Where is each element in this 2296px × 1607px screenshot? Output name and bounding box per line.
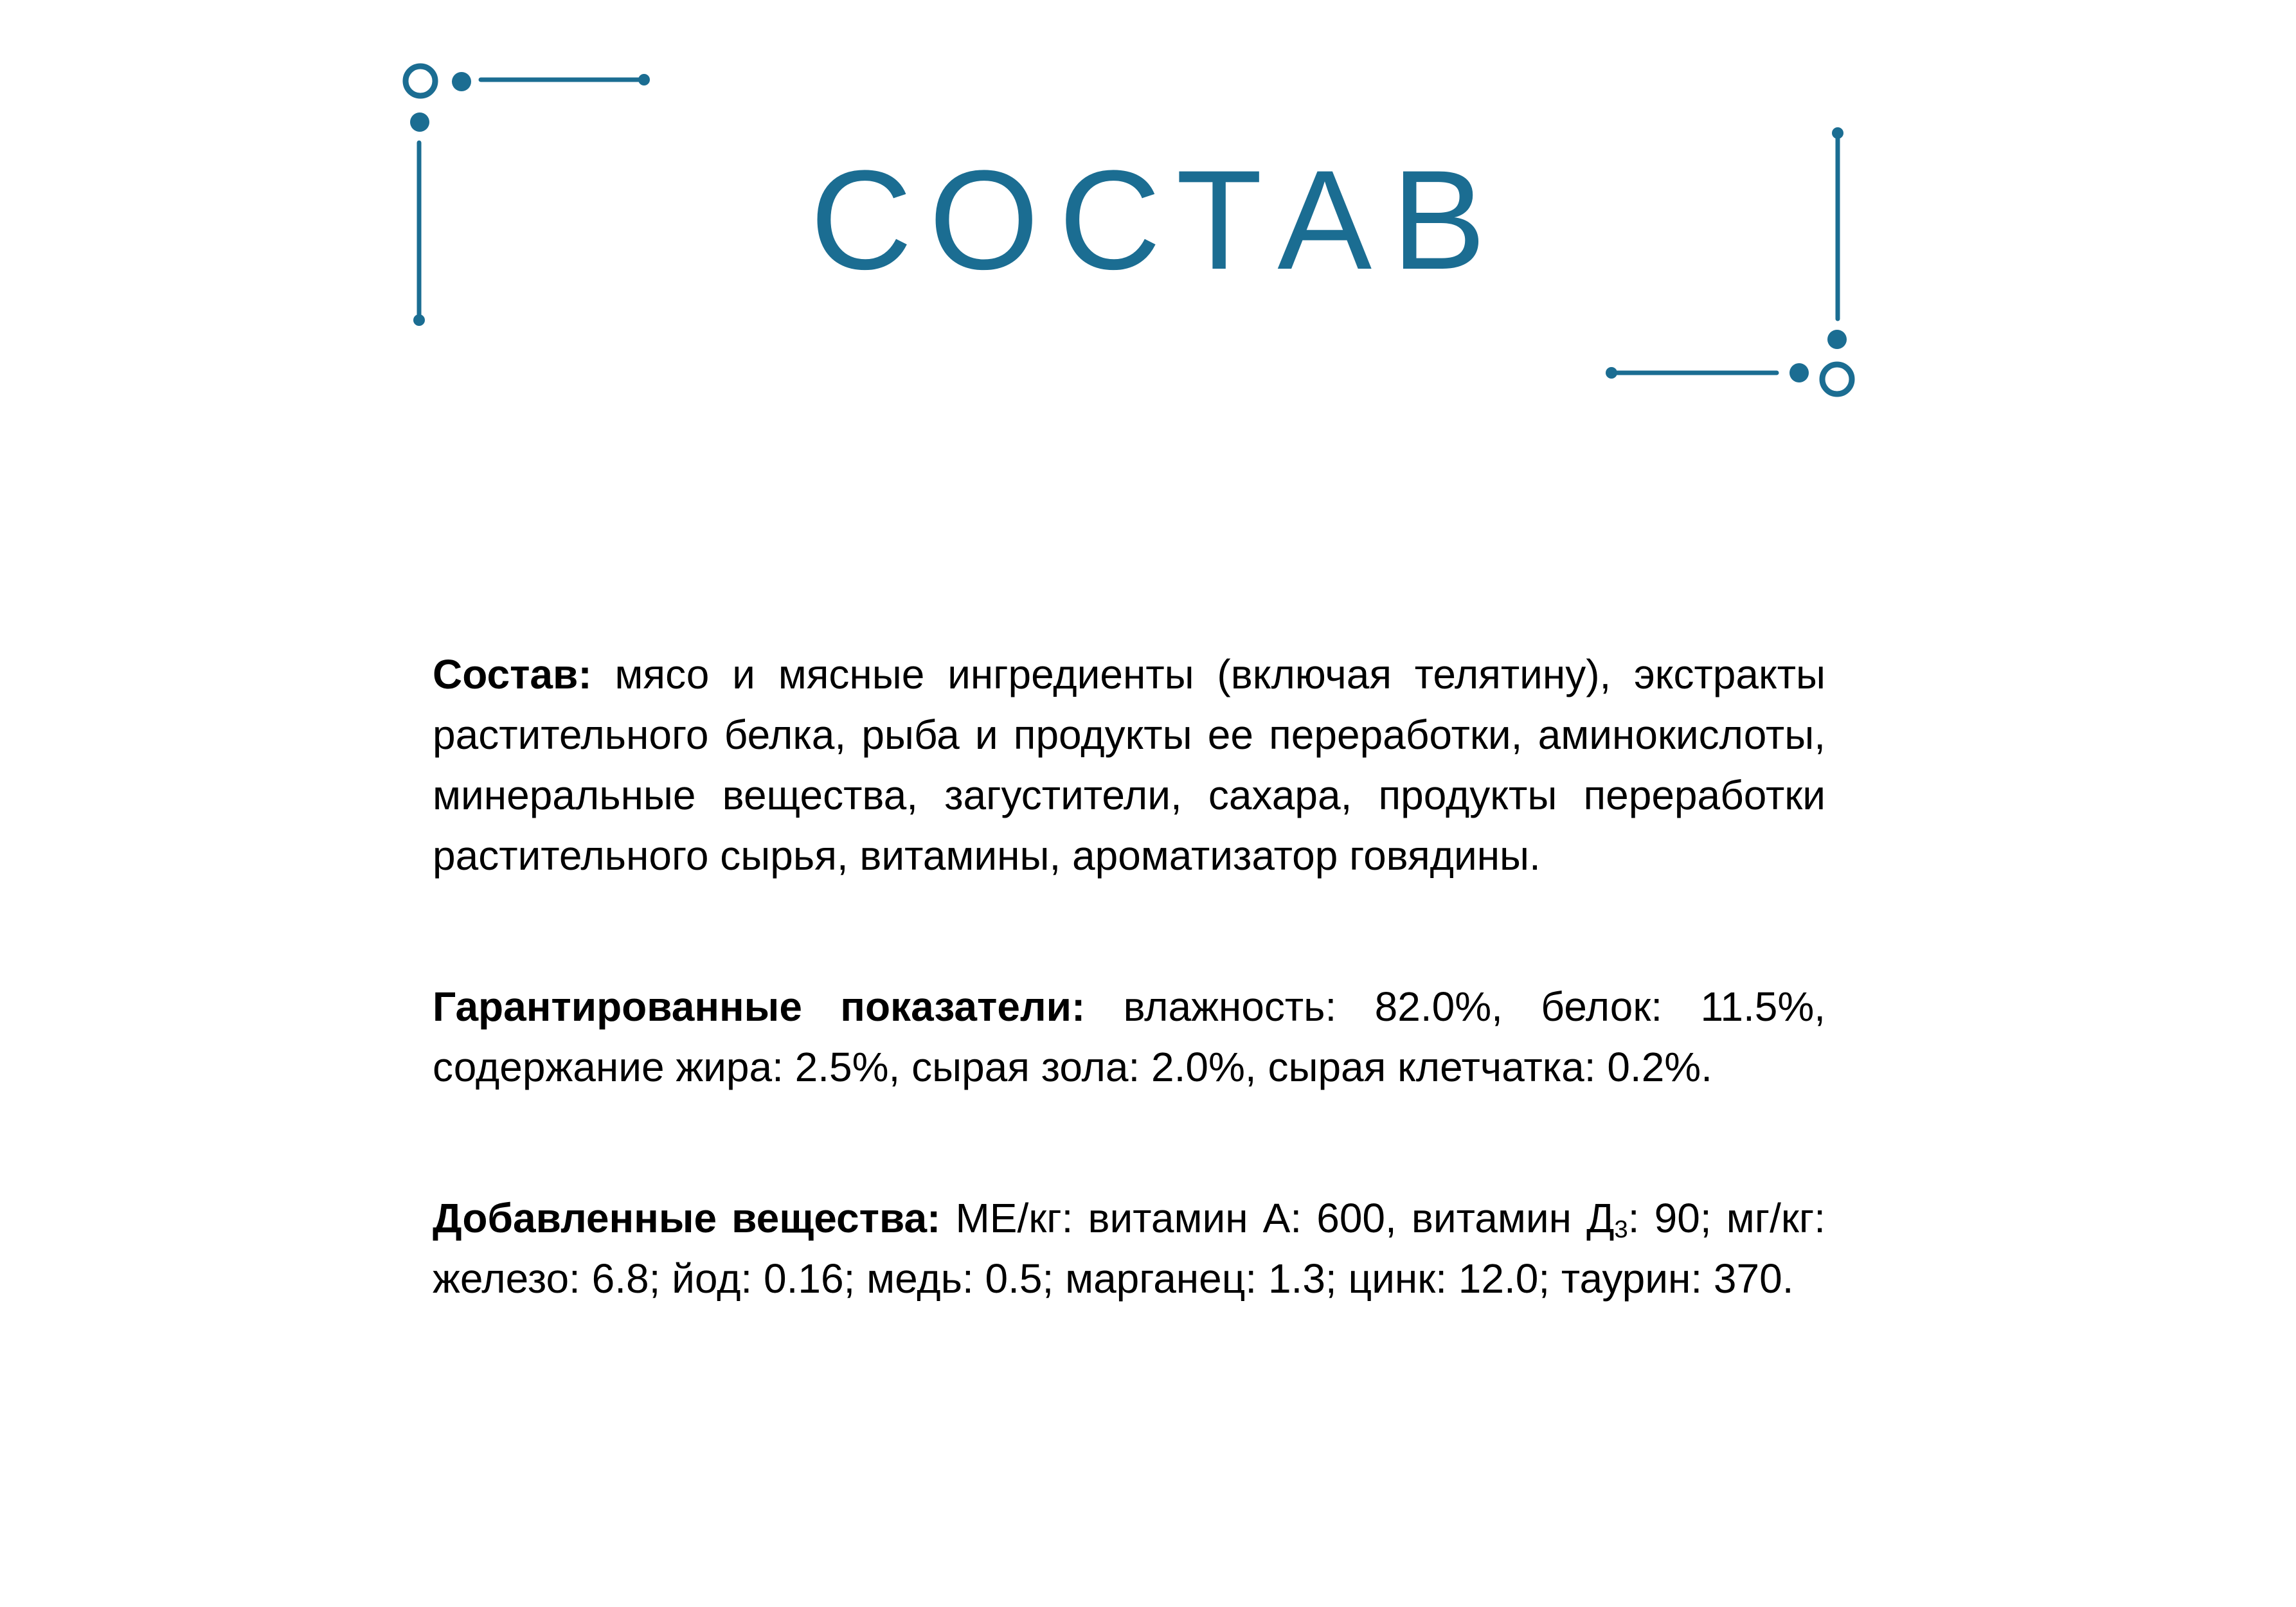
guaranteed-analysis-text: влажность: 82.0%, белок: 11.5%, содержание жира: 2.5%, сырая зола: 2.0%, сырая клетчатка: 0.2%. bbox=[433, 983, 1825, 1090]
page-title: СОСТАВ bbox=[810, 141, 1506, 299]
dot-icon bbox=[1789, 363, 1809, 382]
guaranteed-analysis-label: Гарантированные показатели: bbox=[433, 983, 1086, 1030]
additives-label: Добавленные вещества: bbox=[433, 1195, 941, 1241]
ingredients-paragraph bbox=[433, 644, 1825, 886]
line-end-dot-icon bbox=[413, 314, 425, 326]
additives-text-after-subscript: : 90; мг/кг: железо: 6.8; йод: 0.16; медь: 0.5; марганец: 1.3; цинк: 12.0; таурин: 370. bbox=[433, 1195, 1826, 1302]
dot-icon bbox=[410, 112, 429, 132]
dot-icon bbox=[452, 72, 471, 91]
line-end-dot-icon bbox=[1832, 127, 1843, 139]
dot-icon bbox=[1827, 330, 1847, 349]
additives-paragraph bbox=[433, 1188, 1825, 1309]
line-end-dot-icon bbox=[1606, 367, 1617, 379]
guaranteed-analysis-paragraph bbox=[433, 976, 1825, 1097]
composition-text-block bbox=[433, 644, 1825, 1309]
additives-text-before-subscript: МЕ/кг: витамин А: 600, витамин Д bbox=[940, 1195, 1615, 1241]
ring-icon bbox=[406, 66, 435, 96]
vitamin-d3-subscript: 3 bbox=[1614, 1216, 1628, 1244]
line-end-dot-icon bbox=[638, 74, 650, 85]
ingredients-label: Состав: bbox=[433, 651, 592, 697]
ingredients-text: мясо и мясные ингредиенты (включая телятину), экстракты растительного белка, рыба и продукты ее переработки, аминокислоты, минеральные вещества, загустители, сахара, продукты переработки растительного сырья, витамины, ароматизатор говядины. bbox=[433, 651, 1825, 879]
ring-icon bbox=[1822, 364, 1852, 394]
